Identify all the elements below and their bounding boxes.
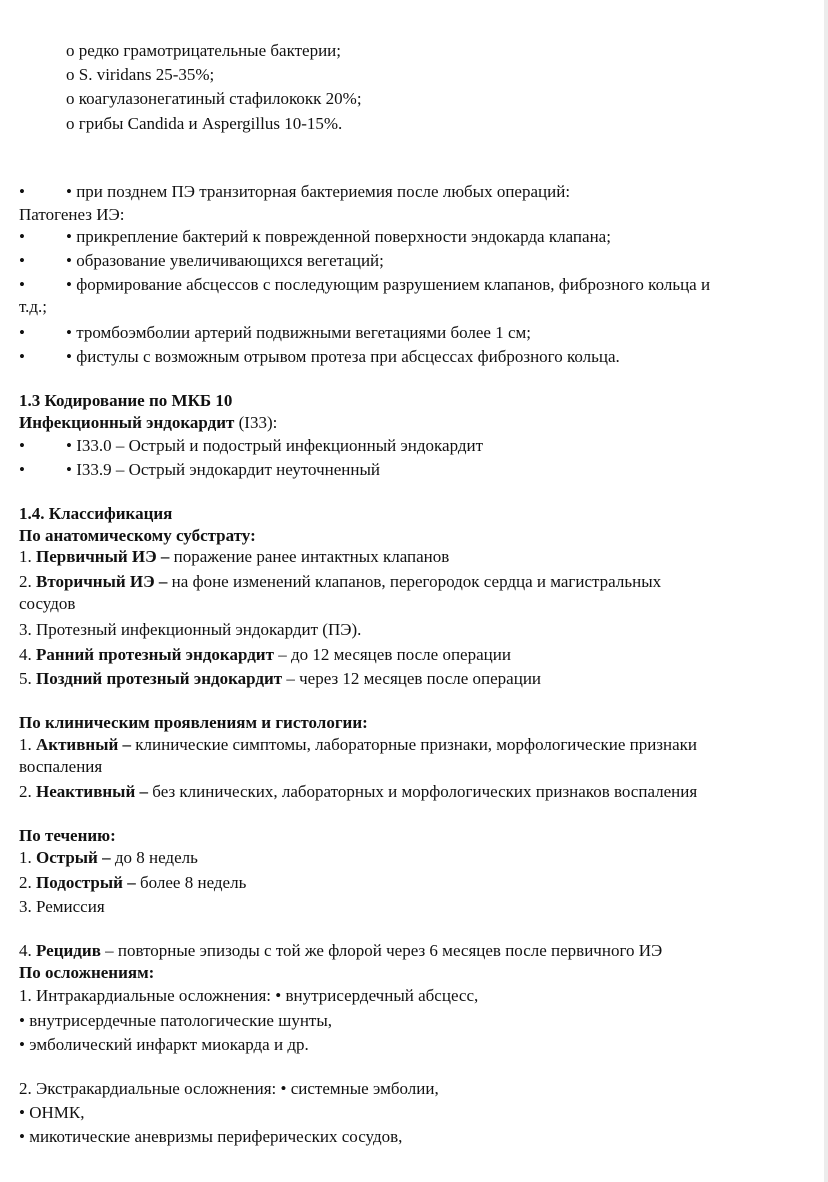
sublist-item-staph: o коагулазонегатиный стафилококк 20%; xyxy=(66,89,362,108)
course-item-remission: 3. Ремиссия xyxy=(19,897,105,916)
sublist-item-viridans: o S. viridans 25-35%; xyxy=(66,65,215,84)
substrate-title: По анатомическому субстрату: xyxy=(19,526,256,545)
course-item-acute: 1. Острый – до 8 недель xyxy=(19,848,198,867)
substrate-item-prosthetic: 3. Протезный инфекционный эндокардит (ПЭ). xyxy=(19,620,362,639)
substrate-item-early: 4. Ранний протезный эндокардит – до 12 месяцев после операции xyxy=(19,645,511,664)
clinical-title: По клиническим проявлениям и гистологии: xyxy=(19,713,368,732)
bullet-mark: • xyxy=(19,227,25,246)
pathogenesis-item-text: • образование увеличивающихся вегетаций; xyxy=(66,251,384,270)
pathogenesis-item-text: • тромбоэмболии артерий подвижными вегетациями более 1 см; xyxy=(66,323,531,342)
sublist-item-fungi: o грибы Candida и Aspergillus 10-15%. xyxy=(66,114,343,133)
substrate-item-secondary-wrap: сосудов xyxy=(19,594,76,613)
icd-item-text: • I33.0 – Острый и подострый инфекционный эндокардит xyxy=(66,436,484,455)
pathogenesis-item-text: • формирование абсцессов с последующим разрушением клапанов, фиброзного кольца и xyxy=(66,275,711,294)
clinical-item-active: 1. Активный – клинические симптомы, лабораторные признаки, морфологические признаки xyxy=(19,735,698,754)
pathogenesis-item-text: • прикрепление бактерий к поврежденной поверхности эндокарда клапана; xyxy=(66,227,611,246)
substrate-item-primary: 1. Первичный ИЭ – поражение ранее интактных клапанов xyxy=(19,547,450,566)
pathogenesis-item-text: • фистулы с возможным отрывом протеза при абсцессах фиброзного кольца. xyxy=(66,347,620,366)
substrate-item-secondary: 2. Вторичный ИЭ – на фоне изменений клапанов, перегородок сердца и магистральных xyxy=(19,572,662,591)
bullet-mark: • xyxy=(19,251,25,270)
course-title: По течению: xyxy=(19,826,116,845)
complications-title: По осложнениям: xyxy=(19,963,155,982)
complications-intracardiac-item: • эмболический инфаркт миокарда и др. xyxy=(19,1035,309,1054)
section-heading-classification: 1.4. Классификация xyxy=(19,504,173,523)
substrate-item-late: 5. Поздний протезный эндокардит – через 12 месяцев после операции xyxy=(19,669,542,688)
complications-intracardiac-item: • внутрисердечные патологические шунты, xyxy=(19,1011,333,1030)
section-heading-icd: 1.3 Кодирование по МКБ 10 xyxy=(19,391,233,410)
pathogenesis-title: Патогенез ИЭ: xyxy=(19,205,125,224)
course-item-subacute: 2. Подострый – более 8 недель xyxy=(19,873,247,892)
bullet-mark: • xyxy=(19,460,25,479)
complications-extracardiac: 2. Экстракардиальные осложнения: • системные эмболии, xyxy=(19,1079,439,1098)
bullet-mark: • xyxy=(19,182,25,201)
bullet-mark: • xyxy=(19,275,25,294)
page-edge xyxy=(824,0,828,1182)
list-item-text: • при позднем ПЭ транзиторная бактериемия после любых операций: xyxy=(66,182,571,201)
pathogenesis-item-wrap: т.д.; xyxy=(19,297,48,316)
complications-extracardiac-item: • ОНМК, xyxy=(19,1103,85,1122)
clinical-item-active-wrap: воспаления xyxy=(19,757,103,776)
bullet-mark: • xyxy=(19,436,25,455)
icd-subtitle: Инфекционный эндокардит (I33): xyxy=(19,413,278,432)
complications-intracardiac: 1. Интракардиальные осложнения: • внутрисердечный абсцесс, xyxy=(19,986,479,1005)
sublist-item-gram-negative: o редко грамотрицательные бактерии; xyxy=(66,41,342,60)
course-item-relapse: 4. Рецидив – повторные эпизоды с той же флорой через 6 месяцев после первичного ИЭ xyxy=(19,941,663,960)
complications-extracardiac-item: • микотические аневризмы периферических сосудов, xyxy=(19,1127,403,1146)
icd-item-text: • I33.9 – Острый эндокардит неуточненный xyxy=(66,460,381,479)
bullet-mark: • xyxy=(19,347,25,366)
bullet-mark: • xyxy=(19,323,25,342)
clinical-item-inactive: 2. Неактивный – без клинических, лабораторных и морфологических признаков воспаления xyxy=(19,782,698,801)
